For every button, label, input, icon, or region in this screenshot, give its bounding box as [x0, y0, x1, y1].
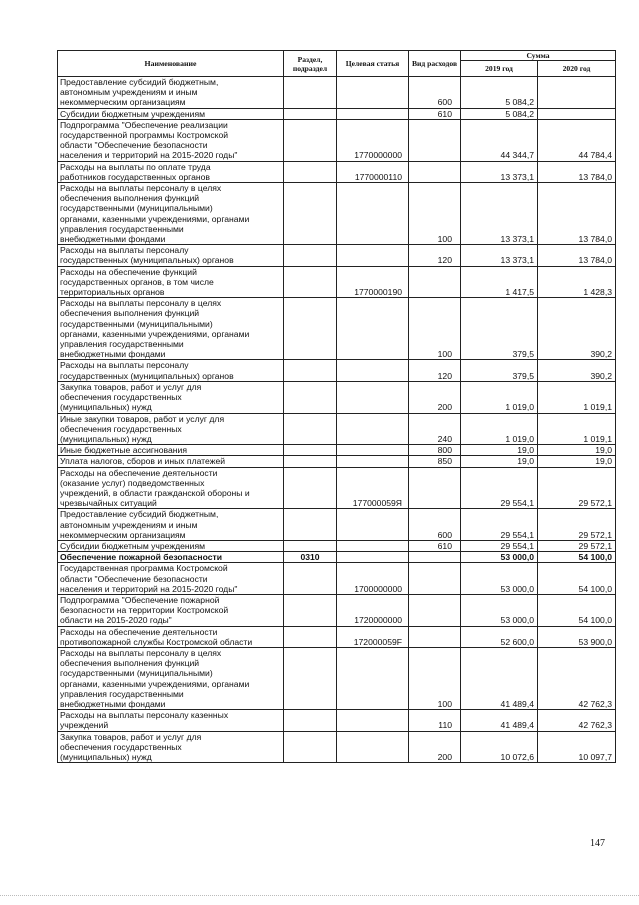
row-sum-2019: 53 000,0 — [461, 563, 538, 595]
row-section — [284, 266, 337, 298]
row-target — [337, 298, 409, 360]
row-section — [284, 445, 337, 456]
row-section — [284, 540, 337, 551]
row-sum-2019: 10 072,6 — [461, 731, 538, 763]
row-sum-2019: 44 344,7 — [461, 119, 538, 161]
table-row — [58, 731, 616, 763]
page-number: 147 — [590, 838, 605, 849]
table-row — [58, 445, 616, 456]
table-body — [58, 77, 616, 763]
row-type: 850 — [409, 456, 461, 467]
table-row — [58, 183, 616, 245]
table-row — [58, 552, 616, 563]
row-type — [409, 552, 461, 563]
row-type — [409, 119, 461, 161]
row-sum-2019: 1 417,5 — [461, 266, 538, 298]
row-section — [284, 413, 337, 445]
row-type — [409, 563, 461, 595]
row-target — [337, 108, 409, 119]
row-name: Расходы на выплаты персоналу государственных (муниципальных) органов — [58, 245, 284, 266]
row-name: Расходы на выплаты персоналу в целях обеспечения выполнения функций государственными (муниципальными) органами, казенными учреждениями, органами управления государственными внебюджетными фондами — [58, 298, 284, 360]
row-type: 200 — [409, 381, 461, 413]
row-target — [337, 360, 409, 381]
row-section — [284, 77, 337, 109]
row-sum-2020: 10 097,7 — [538, 731, 616, 763]
table-row — [58, 381, 616, 413]
row-section — [284, 108, 337, 119]
row-sum-2019: 29 554,1 — [461, 509, 538, 541]
table-row — [58, 563, 616, 595]
row-sum-2020: 53 900,0 — [538, 626, 616, 647]
row-section — [284, 647, 337, 709]
row-section — [284, 467, 337, 509]
row-sum-2020: 42 762,3 — [538, 710, 616, 731]
table-row — [58, 467, 616, 509]
row-type: 200 — [409, 731, 461, 763]
row-section: 0310 — [284, 552, 337, 563]
row-section — [284, 298, 337, 360]
row-name: Иные закупки товаров, работ и услуг для обеспечения государственных (муниципальных) нужд — [58, 413, 284, 445]
row-name: Уплата налогов, сборов и иных платежей — [58, 456, 284, 467]
table-row — [58, 710, 616, 731]
row-name: Расходы на обеспечение деятельности противопожарной службы Костромской области — [58, 626, 284, 647]
row-section — [284, 245, 337, 266]
row-sum-2019: 41 489,4 — [461, 647, 538, 709]
row-sum-2019: 53 000,0 — [461, 552, 538, 563]
table-row — [58, 108, 616, 119]
row-sum-2019: 379,5 — [461, 360, 538, 381]
row-section — [284, 456, 337, 467]
table-row — [58, 509, 616, 541]
row-sum-2020: 1 019,1 — [538, 413, 616, 445]
row-sum-2019: 19,0 — [461, 456, 538, 467]
row-section — [284, 119, 337, 161]
row-section — [284, 360, 337, 381]
row-name: Расходы на обеспечение функций государственных органов, в том числе территориальных органов — [58, 266, 284, 298]
header-sum: Сумма — [461, 51, 616, 61]
row-name: Обеспечение пожарной безопасности — [58, 552, 284, 563]
row-type: 600 — [409, 509, 461, 541]
row-type: 800 — [409, 445, 461, 456]
row-name: Государственная программа Костромской области "Обеспечение безопасности населения и территорий на 2015-2020 годы" — [58, 563, 284, 595]
table-row — [58, 456, 616, 467]
row-type — [409, 467, 461, 509]
row-name: Расходы на выплаты персоналу государственных (муниципальных) органов — [58, 360, 284, 381]
row-name: Предоставление субсидий бюджетным, автономным учреждениям и иным некоммерческим организациям — [58, 509, 284, 541]
row-sum-2020: 19,0 — [538, 456, 616, 467]
row-target: 1720000000 — [337, 594, 409, 626]
row-sum-2020: 54 100,0 — [538, 552, 616, 563]
row-name: Расходы на выплаты персоналу в целях обеспечения выполнения функций государственными (муниципальными) органами, казенными учреждениями, органами управления государственными внебюджетными фондами — [58, 647, 284, 709]
row-section — [284, 161, 337, 182]
row-type: 120 — [409, 360, 461, 381]
row-target — [337, 509, 409, 541]
row-name: Закупка товаров, работ и услуг для обеспечения государственных (муниципальных) нужд — [58, 731, 284, 763]
row-type: 100 — [409, 298, 461, 360]
row-section — [284, 509, 337, 541]
row-name: Расходы на выплаты по оплате труда работников государственных органов — [58, 161, 284, 182]
row-sum-2019: 13 373,1 — [461, 161, 538, 182]
row-target: 1770000110 — [337, 161, 409, 182]
row-type: 600 — [409, 77, 461, 109]
row-section — [284, 563, 337, 595]
row-sum-2020: 13 784,0 — [538, 245, 616, 266]
row-section — [284, 731, 337, 763]
row-sum-2020: 54 100,0 — [538, 594, 616, 626]
row-sum-2019: 1 019,0 — [461, 413, 538, 445]
scan-edge-divider — [0, 895, 639, 897]
row-sum-2020: 1 428,3 — [538, 266, 616, 298]
table-row — [58, 161, 616, 182]
header-type: Вид расходов — [409, 51, 461, 77]
table-row — [58, 647, 616, 709]
row-sum-2019: 379,5 — [461, 298, 538, 360]
row-sum-2019: 5 084,2 — [461, 108, 538, 119]
row-target — [337, 647, 409, 709]
row-name: Закупка товаров, работ и услуг для обеспечения государственных (муниципальных) нужд — [58, 381, 284, 413]
row-target — [337, 540, 409, 551]
budget-table — [57, 50, 616, 763]
row-name: Субсидии бюджетным учреждениям — [58, 540, 284, 551]
table-row — [58, 298, 616, 360]
row-sum-2020: 29 572,1 — [538, 540, 616, 551]
row-target — [337, 710, 409, 731]
row-sum-2020 — [538, 77, 616, 109]
row-sum-2019: 19,0 — [461, 445, 538, 456]
row-type: 610 — [409, 540, 461, 551]
table-row — [58, 119, 616, 161]
header-section: Раздел, подраздел — [284, 51, 337, 77]
row-section — [284, 594, 337, 626]
table-row — [58, 245, 616, 266]
row-sum-2020: 19,0 — [538, 445, 616, 456]
row-sum-2019: 52 600,0 — [461, 626, 538, 647]
row-type: 100 — [409, 647, 461, 709]
header-2020: 2020 год — [538, 61, 616, 77]
table-row — [58, 626, 616, 647]
header-2019: 2019 год — [461, 61, 538, 77]
row-section — [284, 183, 337, 245]
table-row — [58, 413, 616, 445]
row-sum-2019: 13 373,1 — [461, 245, 538, 266]
row-name: Подпрограмма "Обеспечение реализации государственной программы Костромской области "Обеспечение безопасности населения и территорий на 2015-2020 годы" — [58, 119, 284, 161]
row-target: 1700000000 — [337, 563, 409, 595]
table-row — [58, 360, 616, 381]
row-name: Подпрограмма "Обеспечение пожарной безопасности на территории Костромской области на 2015-2020 годы" — [58, 594, 284, 626]
row-type — [409, 161, 461, 182]
row-type: 110 — [409, 710, 461, 731]
row-type: 100 — [409, 183, 461, 245]
row-sum-2020: 54 100,0 — [538, 563, 616, 595]
row-target: 1770000190 — [337, 266, 409, 298]
row-sum-2020: 1 019,1 — [538, 381, 616, 413]
row-target — [337, 552, 409, 563]
row-name: Расходы на выплаты персоналу в целях обеспечения выполнения функций государственными (муниципальными) органами, казенными учреждениями, органами управления государственными внебюджетными фондами — [58, 183, 284, 245]
row-sum-2020: 29 572,1 — [538, 467, 616, 509]
row-target: 177000059Я — [337, 467, 409, 509]
row-section — [284, 381, 337, 413]
table-row — [58, 266, 616, 298]
table-row — [58, 540, 616, 551]
row-sum-2020: 29 572,1 — [538, 509, 616, 541]
row-target — [337, 445, 409, 456]
header-name: Наименование — [58, 51, 284, 77]
row-type — [409, 594, 461, 626]
table-row — [58, 77, 616, 109]
row-type — [409, 626, 461, 647]
row-sum-2019: 1 019,0 — [461, 381, 538, 413]
row-name: Иные бюджетные ассигнования — [58, 445, 284, 456]
row-target — [337, 245, 409, 266]
row-target — [337, 731, 409, 763]
row-type: 610 — [409, 108, 461, 119]
row-sum-2020: 13 784,0 — [538, 183, 616, 245]
row-sum-2020: 390,2 — [538, 360, 616, 381]
row-sum-2019: 5 084,2 — [461, 77, 538, 109]
row-sum-2020: 13 784,0 — [538, 161, 616, 182]
header-target: Целевая статья — [337, 51, 409, 77]
row-target — [337, 381, 409, 413]
row-name: Предоставление субсидий бюджетным, автономным учреждениям и иным некоммерческим организациям — [58, 77, 284, 109]
row-type: 240 — [409, 413, 461, 445]
row-name: Расходы на выплаты персоналу казенных учреждений — [58, 710, 284, 731]
row-target — [337, 413, 409, 445]
row-sum-2019: 13 373,1 — [461, 183, 538, 245]
row-sum-2019: 53 000,0 — [461, 594, 538, 626]
row-sum-2020: 42 762,3 — [538, 647, 616, 709]
table-row — [58, 594, 616, 626]
row-sum-2020: 44 784,4 — [538, 119, 616, 161]
row-sum-2019: 41 489,4 — [461, 710, 538, 731]
row-name: Расходы на обеспечение деятельности (оказание услуг) подведомственных учреждений, в области гражданской обороны и чрезвычайных ситуаций — [58, 467, 284, 509]
row-type: 120 — [409, 245, 461, 266]
row-target — [337, 183, 409, 245]
row-section — [284, 626, 337, 647]
row-target: 1770000000 — [337, 119, 409, 161]
row-sum-2019: 29 554,1 — [461, 467, 538, 509]
row-target: 172000059F — [337, 626, 409, 647]
row-target — [337, 77, 409, 109]
row-section — [284, 710, 337, 731]
row-sum-2020 — [538, 108, 616, 119]
row-sum-2020: 390,2 — [538, 298, 616, 360]
row-type — [409, 266, 461, 298]
row-name: Субсидии бюджетным учреждениям — [58, 108, 284, 119]
row-target — [337, 456, 409, 467]
row-sum-2019: 29 554,1 — [461, 540, 538, 551]
